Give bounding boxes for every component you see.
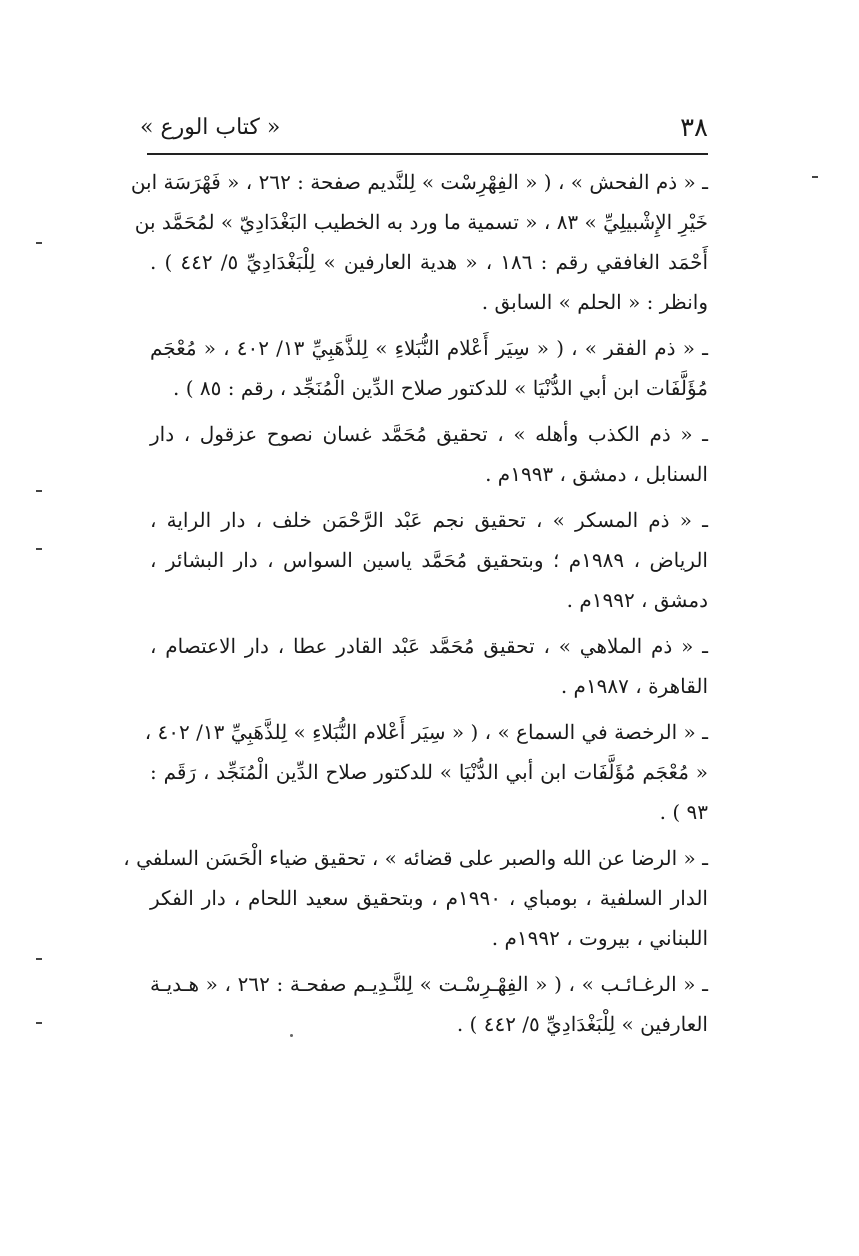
bibliography-entry bbox=[150, 414, 708, 494]
header-divider bbox=[147, 153, 708, 155]
entry-line: « مُعْجَم مُؤَلَّفَات ابن أبي الدُّنْيَا » للدكتور صلاح الدِّين الْمُنَجِّد ، رَقَم : bbox=[150, 760, 708, 784]
scan-mark bbox=[36, 1022, 42, 1024]
scan-mark bbox=[36, 490, 42, 492]
entry-line: ـ « الرخصة في السماع » ، ( « سِيَر أَعْلام النُّبَلاءِ » لِلذَّهَبِيِّ ١٣/ ٤٠٢ ، bbox=[144, 720, 708, 744]
entry-line: العارفين » لِلْبَغْدَادِيِّ ٥/ ٤٤٢ ) . bbox=[456, 1012, 708, 1036]
bibliography-list bbox=[123, 162, 708, 1050]
scan-mark bbox=[36, 242, 42, 244]
scan-mark bbox=[812, 176, 818, 178]
entry-line: مُؤَلَّفَات ابن أبي الدُّنْيَا » للدكتور صلاح الدِّين الْمُنَجِّد ، رقم : ٨٥ ) . bbox=[173, 376, 708, 400]
bibliography-entry bbox=[150, 500, 708, 620]
entry-line: دمشق ، ١٩٩٢م . bbox=[566, 588, 708, 612]
scan-mark bbox=[36, 958, 42, 960]
running-title: « كتاب الورع » bbox=[140, 115, 281, 140]
entry-line: الرياض ، ١٩٨٩م ؛ وبتحقيق مُحَمَّد ياسين السواس ، دار البشائر ، bbox=[150, 548, 708, 572]
bibliography-entry bbox=[150, 964, 708, 1044]
bibliography-entry bbox=[144, 712, 708, 832]
scan-mark bbox=[36, 548, 42, 550]
bibliography-entry bbox=[130, 162, 708, 322]
entry-line: أَحْمَد الغافقي رقم : ١٨٦ ، « هدية العارفين » لِلْبَغْدَادِيِّ ٥/ ٤٤٢ ) . bbox=[150, 250, 708, 274]
page-number: ٣٨ bbox=[680, 113, 708, 143]
entry-line: ـ « ذم الملاهي » ، تحقيق مُحَمَّد عَبْد القادر عطا ، دار الاعتصام ، bbox=[150, 634, 708, 658]
bibliography-entry bbox=[150, 626, 708, 706]
entry-line: ـ « ذم الفقر » ، ( « سِيَر أَعْلام النُّبَلاءِ » لِلذَّهَبِيِّ ١٣/ ٤٠٢ ، « مُعْجَم bbox=[150, 336, 708, 360]
entry-line: ـ « الرضا عن الله والصبر على قضائه » ، تحقيق ضياء الْحَسَن السلفي ، bbox=[123, 846, 708, 870]
page-header bbox=[140, 108, 708, 148]
entry-line: اللبناني ، بيروت ، ١٩٩٢م . bbox=[491, 926, 708, 950]
entry-line: الدار السلفية ، بومباي ، ١٩٩٠م ، وبتحقيق سعيد اللحام ، دار الفكر bbox=[150, 886, 708, 910]
entry-line: وانظر : « الحلم » السابق . bbox=[481, 290, 708, 314]
entry-line: القاهرة ، ١٩٨٧م . bbox=[560, 674, 708, 698]
entry-line: خَيْرِ الإِشْبيلِيِّ » ٨٣ ، « تسمية ما ورد به الخطيب البَغْدَادِيّ » لمُحَمَّد بن bbox=[134, 210, 708, 234]
entry-line: ـ « الرغـائـب » ، ( « الفِهْـرِسْـت » لِلنَّـدِيـم صفحـة : ٢٦٢ ، « هـديـة bbox=[150, 972, 708, 996]
entry-line: ـ « ذم الكذب وأهله » ، تحقيق مُحَمَّد غسان نصوح عزقول ، دار bbox=[150, 422, 708, 446]
bibliography-entry bbox=[123, 838, 708, 958]
entry-line: السنابل ، دمشق ، ١٩٩٣م . bbox=[485, 462, 708, 486]
bibliography-entry bbox=[150, 328, 708, 408]
scan-dot bbox=[290, 1034, 293, 1037]
entry-line: ٩٣ ) . bbox=[659, 800, 708, 824]
entry-line: ـ « ذم المسكر » ، تحقيق نجم عَبْد الرَّحْمَن خلف ، دار الراية ، bbox=[150, 508, 708, 532]
entry-line: ـ « ذم الفحش » ، ( « الفِهْرِسْت » لِلنَّديم صفحة : ٢٦٢ ، « فَهْرَسَة ابن bbox=[130, 170, 708, 194]
